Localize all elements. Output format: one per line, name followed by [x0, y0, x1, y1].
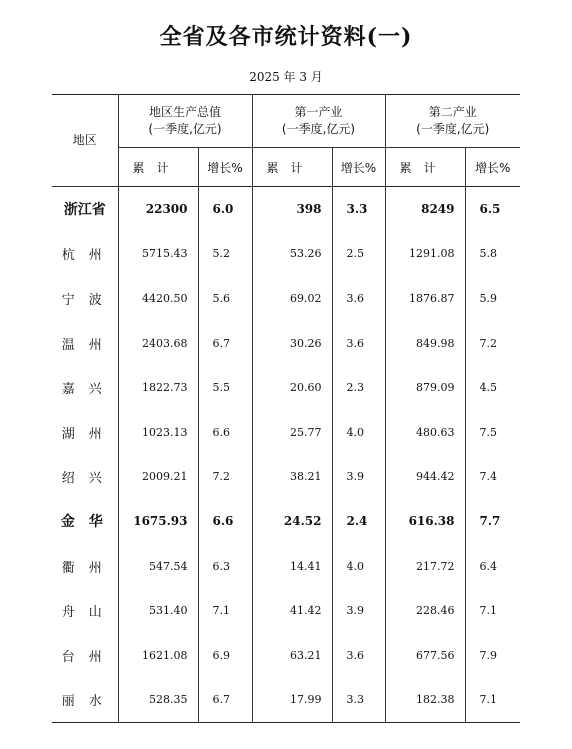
gdp-cumulative: 531.40 [118, 588, 198, 633]
secondary-cumulative: 677.56 [385, 633, 465, 678]
primary-growth: 3.6 [332, 633, 385, 678]
primary-growth: 2.3 [332, 365, 385, 410]
secondary-cumulative: 849.98 [385, 321, 465, 366]
primary-growth: 4.0 [332, 410, 385, 455]
gdp-growth: 5.5 [198, 365, 252, 410]
gdp-growth: 6.6 [198, 410, 252, 455]
primary-header-line1: 第一产业 [294, 105, 343, 119]
primary-cumulative: 69.02 [252, 276, 332, 321]
primary-cumulative: 14.41 [252, 544, 332, 589]
primary-cumulative: 24.52 [252, 499, 332, 544]
secondary-group-header [385, 95, 520, 148]
primary-growth: 2.5 [332, 232, 385, 277]
secondary-growth: 6.4 [465, 544, 520, 589]
gdp-growth: 6.6 [198, 499, 252, 544]
gdp-cumulative: 1023.13 [118, 410, 198, 455]
primary-growth-header: 增长% [332, 148, 385, 187]
secondary-cumulative: 1876.87 [385, 276, 465, 321]
secondary-growth: 7.4 [465, 455, 520, 500]
secondary-growth-header: 增长% [465, 148, 520, 187]
secondary-growth: 7.1 [465, 588, 520, 633]
secondary-growth: 4.5 [465, 365, 520, 410]
secondary-cumulative-header: 累 计 [385, 148, 465, 187]
secondary-cumulative: 1291.08 [385, 232, 465, 277]
region-name: 台州 [61, 649, 116, 665]
region-name: 杭州 [61, 248, 116, 264]
region-header: 地区 [52, 95, 118, 187]
primary-cumulative: 30.26 [252, 321, 332, 366]
secondary-cumulative: 8249 [385, 187, 465, 232]
gdp-cumulative: 2403.68 [118, 321, 198, 366]
secondary-cumulative: 182.38 [385, 678, 465, 723]
gdp-growth: 6.3 [198, 544, 252, 589]
secondary-growth: 5.9 [465, 276, 520, 321]
report-date: 2025 年 3 月 [249, 70, 323, 84]
primary-growth: 3.3 [332, 678, 385, 723]
table-row [52, 588, 520, 633]
primary-growth: 3.9 [332, 455, 385, 500]
secondary-cumulative: 616.38 [385, 499, 465, 544]
primary-cumulative-header: 累 计 [252, 148, 332, 187]
gdp-growth: 6.7 [198, 321, 252, 366]
primary-cumulative: 63.21 [252, 633, 332, 678]
table-body [52, 187, 520, 723]
table-row [52, 544, 520, 589]
secondary-header-line1: 第二产业 [428, 105, 477, 119]
secondary-cumulative: 480.63 [385, 410, 465, 455]
secondary-header-line2: (一季度,亿元) [416, 122, 490, 136]
table-row [52, 455, 520, 500]
region-name: 宁波 [61, 292, 116, 308]
gdp-cumulative: 5715.43 [118, 232, 198, 277]
region-name: 丽水 [52, 678, 118, 723]
gdp-growth: 6.7 [198, 678, 252, 723]
gdp-cumulative: 528.35 [118, 678, 198, 723]
secondary-growth: 7.7 [465, 499, 520, 544]
primary-group-header [252, 95, 385, 148]
primary-growth: 3.3 [332, 187, 385, 232]
secondary-growth: 7.2 [465, 321, 520, 366]
primary-cumulative: 20.60 [252, 365, 332, 410]
primary-growth: 3.6 [332, 321, 385, 366]
gdp-growth: 6.0 [198, 187, 252, 232]
gdp-growth: 7.2 [198, 455, 252, 500]
primary-cumulative: 53.26 [252, 232, 332, 277]
primary-growth: 2.4 [332, 499, 385, 544]
primary-cumulative: 38.21 [252, 455, 332, 500]
secondary-growth: 7.9 [465, 633, 520, 678]
gdp-cumulative: 4420.50 [118, 276, 198, 321]
table-row [52, 187, 520, 232]
gdp-cumulative: 1822.73 [118, 365, 198, 410]
table-row [52, 276, 520, 321]
primary-growth: 3.6 [332, 276, 385, 321]
secondary-growth: 6.5 [465, 187, 520, 232]
secondary-growth: 7.5 [465, 410, 520, 455]
region-name: 嘉兴 [61, 382, 116, 398]
table-row [52, 499, 520, 544]
secondary-cumulative: 879.09 [385, 365, 465, 410]
gdp-growth-header: 增长% [198, 148, 252, 187]
gdp-growth: 5.6 [198, 276, 252, 321]
primary-cumulative: 25.77 [252, 410, 332, 455]
secondary-growth: 5.8 [465, 232, 520, 277]
table-row [52, 410, 520, 455]
gdp-cumulative: 547.54 [118, 544, 198, 589]
primary-growth: 3.9 [332, 588, 385, 633]
gdp-group-header [118, 95, 252, 148]
region-name: 温州 [61, 337, 116, 353]
primary-cumulative: 398 [252, 187, 332, 232]
primary-header-line2: (一季度,亿元) [281, 122, 356, 136]
gdp-cumulative: 1621.08 [118, 633, 198, 678]
region-name: 绍兴 [61, 471, 116, 487]
region-name: 湖州 [61, 426, 116, 442]
region-name: 浙江省 [63, 202, 106, 219]
gdp-cumulative: 2009.21 [118, 455, 198, 500]
primary-growth: 4.0 [332, 544, 385, 589]
gdp-cumulative: 22300 [118, 187, 198, 232]
secondary-cumulative: 944.42 [385, 455, 465, 500]
region-name: 舟山 [61, 605, 116, 621]
primary-cumulative: 17.99 [252, 678, 332, 723]
table-row [52, 678, 520, 723]
table-row [52, 232, 520, 277]
gdp-growth: 7.1 [198, 588, 252, 633]
gdp-growth: 6.9 [198, 633, 252, 678]
gdp-header-line1: 地区生产总值 [148, 105, 221, 119]
secondary-cumulative: 217.72 [385, 544, 465, 589]
region-name: 衢州 [61, 560, 116, 576]
page-title: 全省及各市统计资料(一) [159, 24, 413, 50]
gdp-header-line2: (一季度,亿元) [148, 122, 222, 136]
table-row [52, 321, 520, 366]
secondary-cumulative: 228.46 [385, 588, 465, 633]
statistics-table [52, 94, 520, 723]
gdp-growth: 5.2 [198, 232, 252, 277]
primary-cumulative: 41.42 [252, 588, 332, 633]
table-row [52, 633, 520, 678]
gdp-cumulative-header: 累 计 [118, 148, 198, 187]
table-row [52, 365, 520, 410]
gdp-cumulative: 1675.93 [118, 499, 198, 544]
secondary-growth: 7.1 [465, 678, 520, 723]
region-name: 金华 [60, 514, 117, 531]
